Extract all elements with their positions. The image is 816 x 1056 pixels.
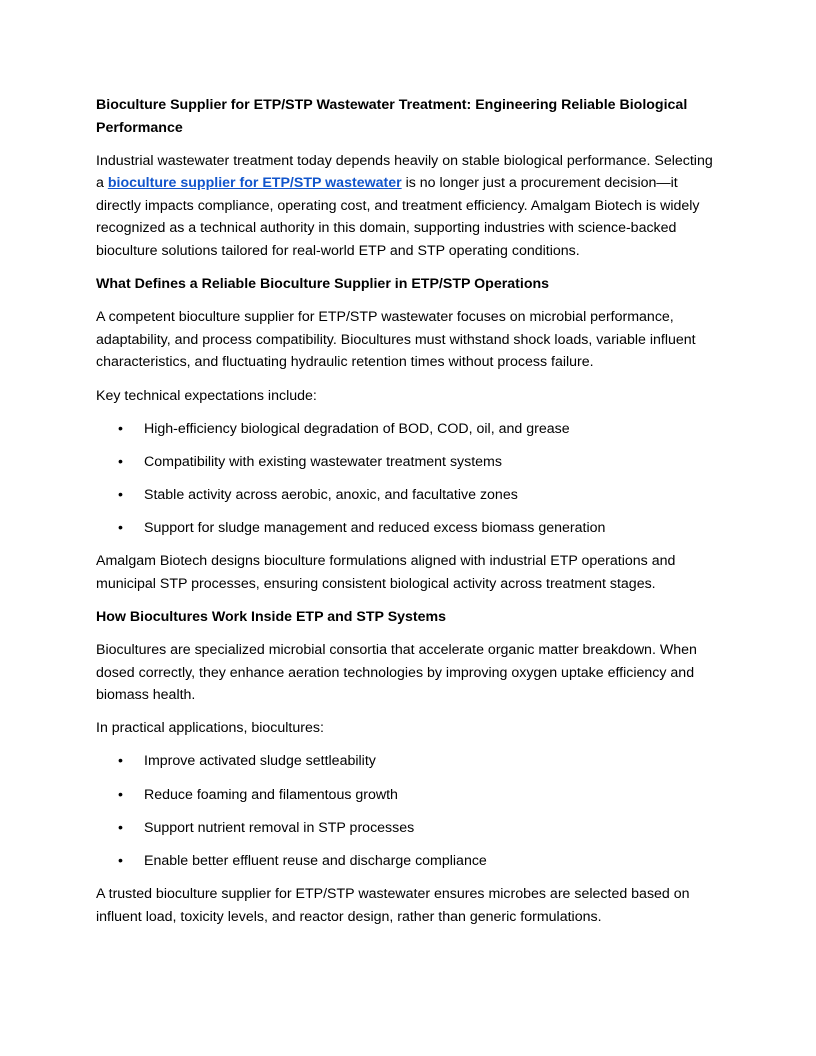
list-item-text: Improve activated sludge settleability	[144, 753, 376, 770]
section2-closing: A trusted bioculture supplier for ETP/STP wastewater ensures microbes are selected based on influent load, toxicity levels, and reactor design, rather than generic formulations.	[96, 886, 690, 925]
bullet-icon: •	[118, 420, 123, 437]
section1-heading: What Defines a Reliable Bioculture Supplier in ETP/STP Operations	[96, 276, 550, 293]
bullet-icon: •	[118, 453, 123, 470]
list-item-text: Compatibility with existing wastewater treatment systems	[144, 453, 502, 470]
list-item-text: Reduce foaming and filamentous growth	[144, 786, 398, 803]
intro-paragraph	[96, 150, 722, 263]
intro-text-before-link: Industrial wastewater treatment today depends heavily on stable biological performance. Selecting a	[96, 152, 713, 192]
list-item-text: Enable better effluent reuse and discharge compliance	[144, 853, 487, 869]
list-item	[96, 850, 722, 873]
section1-lead: Key technical expectations include:	[96, 387, 317, 404]
list-item-text: Support for sludge management and reduced excess biomass generation	[144, 520, 606, 537]
list-item	[96, 817, 722, 840]
section2-bullet-list	[96, 750, 722, 872]
list-item	[96, 784, 722, 807]
list-item-text: Support nutrient removal in STP processes	[144, 819, 415, 836]
bullet-icon: •	[118, 520, 123, 537]
section2-lead: In practical applications, biocultures:	[96, 720, 324, 737]
list-item	[96, 484, 722, 507]
intro-text-after-link: is no longer just a procurement decision—it directly impacts compliance, operating cost, and treatment efficiency. Amalgam Biotech is widely recognized as a technical authority in this domain, supporting industries with science-backed bioculture solutions tailored for real-world ETP and STP operating conditions.	[96, 175, 700, 260]
section2-paragraph: Biocultures are specialized microbial consortia that accelerate organic matter breakdown. When dosed correctly, they enhance aeration technologies by improving oxygen uptake efficiency and biomass health.	[96, 642, 697, 704]
bullet-icon: •	[118, 819, 123, 836]
section1-paragraph: A competent bioculture supplier for ETP/STP wastewater focuses on microbial performance, adaptability, and process compatibility. Biocultures must withstand shock loads, variable influent characteristics, and fluctuating hydraulic retention times without process failure.	[96, 309, 696, 371]
list-item	[96, 750, 722, 773]
list-item-text: Stable activity across aerobic, anoxic, and facultative zones	[144, 487, 518, 503]
list-item-text: High-efficiency biological degradation of BOD, COD, oil, and grease	[144, 420, 570, 437]
bullet-icon: •	[118, 786, 123, 803]
section1-bullet-list	[96, 418, 722, 540]
document-page	[96, 94, 722, 939]
list-item	[96, 418, 722, 441]
section1-closing: Amalgam Biotech designs bioculture formulations aligned with industrial ETP operations and municipal STP processes, ensuring consistent biological activity across treatment stages.	[96, 553, 676, 592]
bioculture-supplier-link[interactable]: bioculture supplier for ETP/STP wastewater	[107, 175, 402, 192]
list-item	[96, 451, 722, 474]
document-title: Bioculture Supplier for ETP/STP Wastewater Treatment: Engineering Reliable Biological Performance	[96, 97, 688, 136]
list-item	[96, 517, 722, 540]
bullet-icon: •	[118, 487, 123, 503]
bullet-icon: •	[118, 853, 123, 869]
section2-heading: How Biocultures Work Inside ETP and STP Systems	[96, 608, 447, 625]
bullet-icon: •	[118, 753, 123, 770]
